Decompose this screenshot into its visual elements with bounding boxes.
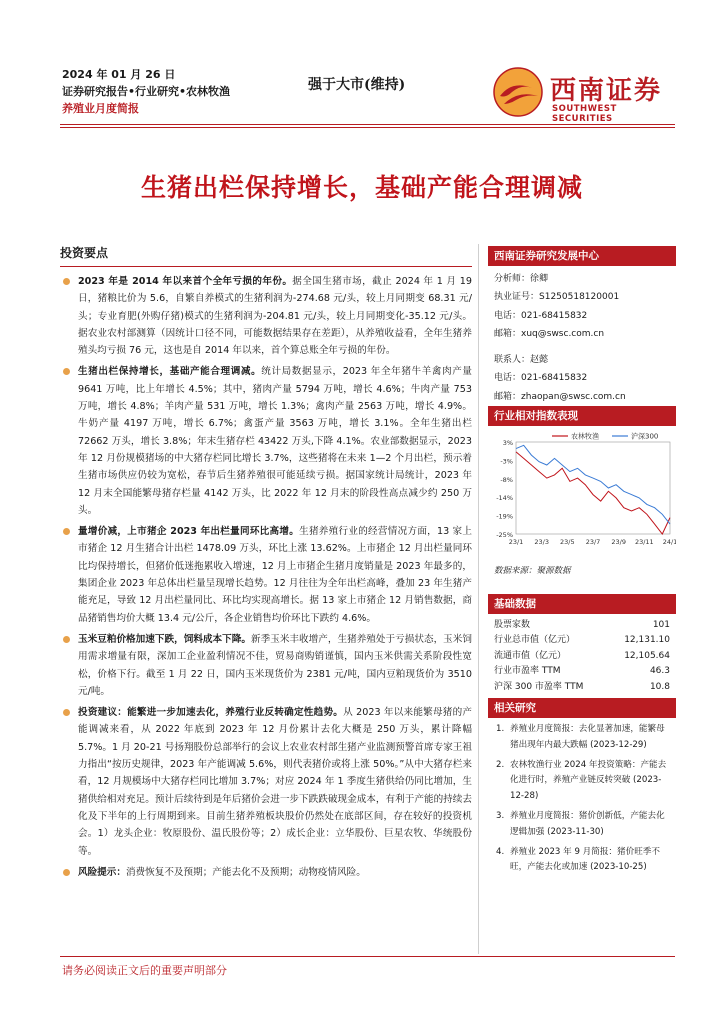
bullet-dot-icon <box>63 278 70 285</box>
cert-row <box>494 288 674 306</box>
report-link[interactable]: 养殖业月度简报：去化显著加速，能繁母猪出现年内最大跌幅 (2023-12-29) <box>510 724 665 750</box>
bullet-text: 新季玉米丰收增产，生猪养殖处于亏损状态，玉米饲用需求增量有限，深加工企业盈利情况不佳，贸易商购销谨慎，国内玉米供需关系阶段性宽松，价格下行。截至 1 月 22 日，国内玉米现货价为 2381 元/吨，国内豆粕现货价为 3510 元/吨。 <box>78 633 473 697</box>
row-value: 12,131.10 <box>624 635 670 646</box>
chart-source: 数据来源：聚源数据 <box>494 566 571 576</box>
x-tick-label: 23/9 <box>611 538 626 546</box>
logo-text-en: SOUTHWEST SECURITIES <box>552 104 617 124</box>
x-tick-label: 23/5 <box>560 538 575 546</box>
x-tick-label: 23/7 <box>585 538 601 546</box>
row-label: 股票家数 <box>494 620 531 630</box>
bullet-feed-cost <box>60 631 472 700</box>
contact-email-label: 邮箱： <box>494 391 522 402</box>
report-link[interactable]: 养殖业月度简报：猪价创新低，产能去化逻辑加强 (2023-11-30) <box>510 810 665 837</box>
contact-email-row <box>494 388 674 406</box>
relative-index-chart <box>488 430 676 570</box>
series-line-industry <box>516 452 670 534</box>
bullet-heading: 2023 年是 2014 年以来首个全年亏损的年份。 <box>78 276 293 287</box>
table-row <box>494 633 676 648</box>
report-category: 养殖业月度简报 <box>62 102 139 115</box>
email-row <box>494 325 674 343</box>
item-number: 2. <box>496 759 505 770</box>
bullet-listed-companies <box>60 523 472 627</box>
basic-data-table <box>494 618 676 695</box>
bullet-text: 生猪养殖行业的经营情况方面，13 家上市猪企 12 月生猪合计出栏 1478.09 万头，环比上涨 13.62%。上市猪企 12 月出栏量同环比均保持增长，但猪价低迷拖累收入增速，12 月上市猪企生猪月度销量是 2023 年最多的，集团企业 2023 年总体出栏量呈现增长趋势。12 月往往为全年出栏高峰，叠加 23 年生猪产能充足，导致 12 月出栏量同比、环比均实现高增长。据 13 家上市猪企 12 月销售数据，商品猪销售均价大概 13.4 元/公斤，各企业销售均价环比下跌约 4.6%。 <box>78 526 472 624</box>
phone-label: 电话： <box>494 310 522 321</box>
bullet-text: 从 2023 年以来能繁母猪的产能调减来看，从 2022 年底到 2023 年 12 月份累计去化大概是 250 万头，累计降幅 5.7%。1 月 20-21 号扬翔股份总部举行的会议上农业农村部生猪产业监测预警首席专家王祖力指出“按历史规律，2023 年产能调减 5.6%，则代表猪价或将上涨 50%。”从中大猪存栏来看，12 月规模场中大猪存栏同比增加 3.7%；对应 2024 年 1 季度生猪供给仍同比增加，生猪供给相对充足。预计后续待到是年后猪价会进一步下跌跌破现金成本，有利于产能的持续去化及下半年的上行周期到来。目前生猪养殖板块股价仍然处在底部区间，存在较好的投资机会。1）龙头企业：牧原股份、温氏股份等；2）成长企业：立华股份、巨星农牧、华统股份等。 <box>78 707 473 857</box>
row-label: 沪深 300 市盈率 TTM <box>494 681 584 692</box>
x-tick-label: 24/1 <box>662 538 676 546</box>
bullet-dot-icon <box>63 528 70 535</box>
email-label: 邮箱： <box>494 328 522 339</box>
research-center-panel <box>488 246 676 406</box>
item-number: 4. <box>496 846 505 857</box>
bullet-heading: 风险提示： <box>78 866 126 878</box>
bullet-investment-advice <box>60 704 472 860</box>
header-rule-thin <box>60 127 675 128</box>
investment-heading: 投资要点 <box>60 246 109 260</box>
index-chart-panel <box>488 406 676 426</box>
contact-name: 赵懿 <box>530 355 549 366</box>
y-tick-label: 3% <box>502 439 513 447</box>
y-tick-label: -3% <box>500 457 513 466</box>
bullet-heading: 生猪出栏保持增长，基础产能合理调减。 <box>78 366 262 378</box>
phone-row <box>494 307 674 325</box>
legend-label: 沪深300 <box>631 432 659 441</box>
bullet-text: 统计局数据显示，2023 年全年猪牛羊禽肉产量 9641 万吨，比上年增长 4.5%；其中，猪肉产量 5794 万吨，增长 4.6%；牛肉产量 753 万吨，增长 4.8%；羊肉产量 531 万吨，增长 1.3%；禽肉产量 2563 万吨，增长 4.9%。牛奶产量 4197 万吨，增长 6.7%；禽蛋产量 3563 万吨，增长 3.1%。全年生猪出栏 72662 万头，增长 3.8%；年末生猪存栏 43422 万头,下降 4.1%。农业部数据显示，2023 年 12 月份规模猪场的中大猪存栏同比增长 3.7%，这些猪将在未来 1—2 个月出栏，预示着生猪市场供应仍较为宽松，春节后生猪养殖很可能延续亏损。据国家统计局统计，2023 年 12 月末全国能繁母猪存栏量 4142 万头，比 2022 年 12 月末的阶段性高点减少约 250 万头。 <box>78 366 472 516</box>
email-link[interactable]: xuq@swsc.com.cn <box>521 328 605 339</box>
bullet-heading: 投资建议：能繁进一步加速去化，养殖行业反转确定性趋势。 <box>78 707 344 719</box>
y-tick-label: -19% <box>496 512 513 521</box>
list-item[interactable] <box>496 809 672 841</box>
report-title: 生猪出栏保持增长，基础产能合理调减 <box>140 173 583 202</box>
basic-data-panel <box>488 594 676 695</box>
chart-svg <box>488 430 676 562</box>
y-tick-label: -14% <box>496 494 513 503</box>
item-number: 1. <box>496 724 505 734</box>
series-line-hs300 <box>516 445 670 524</box>
list-item[interactable] <box>496 722 672 754</box>
industry-rating: 强于大市(维持) <box>308 77 406 93</box>
analyst-label: 分析师： <box>494 274 531 284</box>
row-value: 101 <box>652 620 670 630</box>
row-label: 流通市值（亿元） <box>494 650 567 661</box>
y-tick-label: -25% <box>496 531 513 539</box>
bullet-dot-icon <box>63 869 70 876</box>
section-rule <box>60 266 472 267</box>
legend-label: 农林牧渔 <box>571 432 599 441</box>
contact-row <box>494 351 674 369</box>
contact-phone-number: 021-68415832 <box>521 373 588 384</box>
related-reports-list <box>488 718 676 876</box>
row-value: 12,105.64 <box>624 650 670 661</box>
row-value: 46.3 <box>649 666 670 677</box>
table-row <box>494 649 676 664</box>
column-divider <box>478 244 479 954</box>
bullet-annual-loss <box>60 273 472 359</box>
header-rule <box>60 124 675 125</box>
report-header-meta <box>62 66 230 117</box>
related-reports-heading: 相关研究 <box>488 698 676 718</box>
contact-phone-label: 电话： <box>494 373 522 384</box>
row-value: 10.8 <box>649 681 670 692</box>
logo-mark-icon <box>492 66 544 118</box>
report-link[interactable]: 农林牧渔行业 2024 年投资策略：产能去化进行时，养殖产业链反转突破 (2023-12-28) <box>510 759 667 802</box>
bullet-heading: 量增价减，上市猪企 2023 年出栏量同环比高增。 <box>78 526 300 538</box>
item-number: 3. <box>496 810 505 821</box>
list-item[interactable] <box>496 758 672 805</box>
contact-phone-row <box>494 369 674 387</box>
x-tick-label: 23/11 <box>634 538 654 546</box>
report-link[interactable]: 养殖业 2023 年 9 月简报：猪价旺季不旺，产能去化或加速 (2023-10-25) <box>510 846 660 873</box>
analyst-name: 徐卿 <box>530 274 549 284</box>
contact-label: 联系人： <box>494 355 531 366</box>
list-item[interactable] <box>496 845 672 877</box>
related-reports-panel <box>488 698 676 880</box>
investment-highlights <box>60 244 472 885</box>
x-tick-label: 23/1 <box>508 538 524 546</box>
bullet-dot-icon <box>63 709 70 716</box>
cert-number: S1250518120001 <box>539 292 620 303</box>
basic-data-heading: 基础数据 <box>488 594 676 614</box>
bullet-heading: 玉米豆粕价格加速下跌，饲料成本下降。 <box>78 633 251 645</box>
index-chart-heading: 行业相对指数表现 <box>488 406 676 426</box>
phone-number: 021-68415832 <box>521 310 588 321</box>
logo-text-cn: 西南证券 <box>550 76 663 106</box>
plot-frame <box>516 442 670 534</box>
footer-rule <box>60 956 675 957</box>
disclaimer-notice: 请务必阅读正文后的重要声明部分 <box>62 964 227 977</box>
research-center-heading: 西南证券研究发展中心 <box>488 246 676 266</box>
analyst-row <box>494 270 674 288</box>
y-tick-label: -8% <box>500 475 513 484</box>
x-tick-label: 23/3 <box>534 538 549 546</box>
bullet-dot-icon <box>63 636 70 643</box>
bullet-risk <box>60 864 472 881</box>
contact-email-link[interactable]: zhaopan@swsc.com.cn <box>521 391 626 402</box>
table-row <box>494 680 676 695</box>
analyst-info <box>488 266 676 406</box>
bullet-text: 据全国生猪市场，截止 2024 年 1 月 19 日，猪粮比价为 5.6，自繁自养模式的生猪利润为-274.68 元/头，较上月同期变 68.31 元/头；专业育肥(外购仔猪)模式的生猪利润为-204.81 元/头，较上月同期变化-35.12 元/头。据农业农村部测算（因统计口径不同，可能数据结果存在差距），从养殖收益看，全年生猪养殖头均亏损 76 元，这也是自 2014 年以来，首个算总账全年亏损的年份。 <box>78 276 472 357</box>
table-row <box>494 664 676 679</box>
row-label: 行业市盈率 TTM <box>494 666 561 677</box>
cert-label: 执业证号： <box>494 292 540 303</box>
bullet-dot-icon <box>63 368 70 375</box>
bullet-output-growth <box>60 363 472 519</box>
report-type: 证券研究报告•行业研究•农林牧渔 <box>62 85 231 98</box>
table-row <box>494 618 676 633</box>
row-label: 行业总市值（亿元） <box>494 635 576 646</box>
bullet-text: 消费恢复不及预期；产能去化不及预期；动物疫情风险。 <box>125 866 366 878</box>
southwest-securities-logo <box>492 66 676 124</box>
report-date: 2024 年 01 月 26 日 <box>62 68 176 81</box>
